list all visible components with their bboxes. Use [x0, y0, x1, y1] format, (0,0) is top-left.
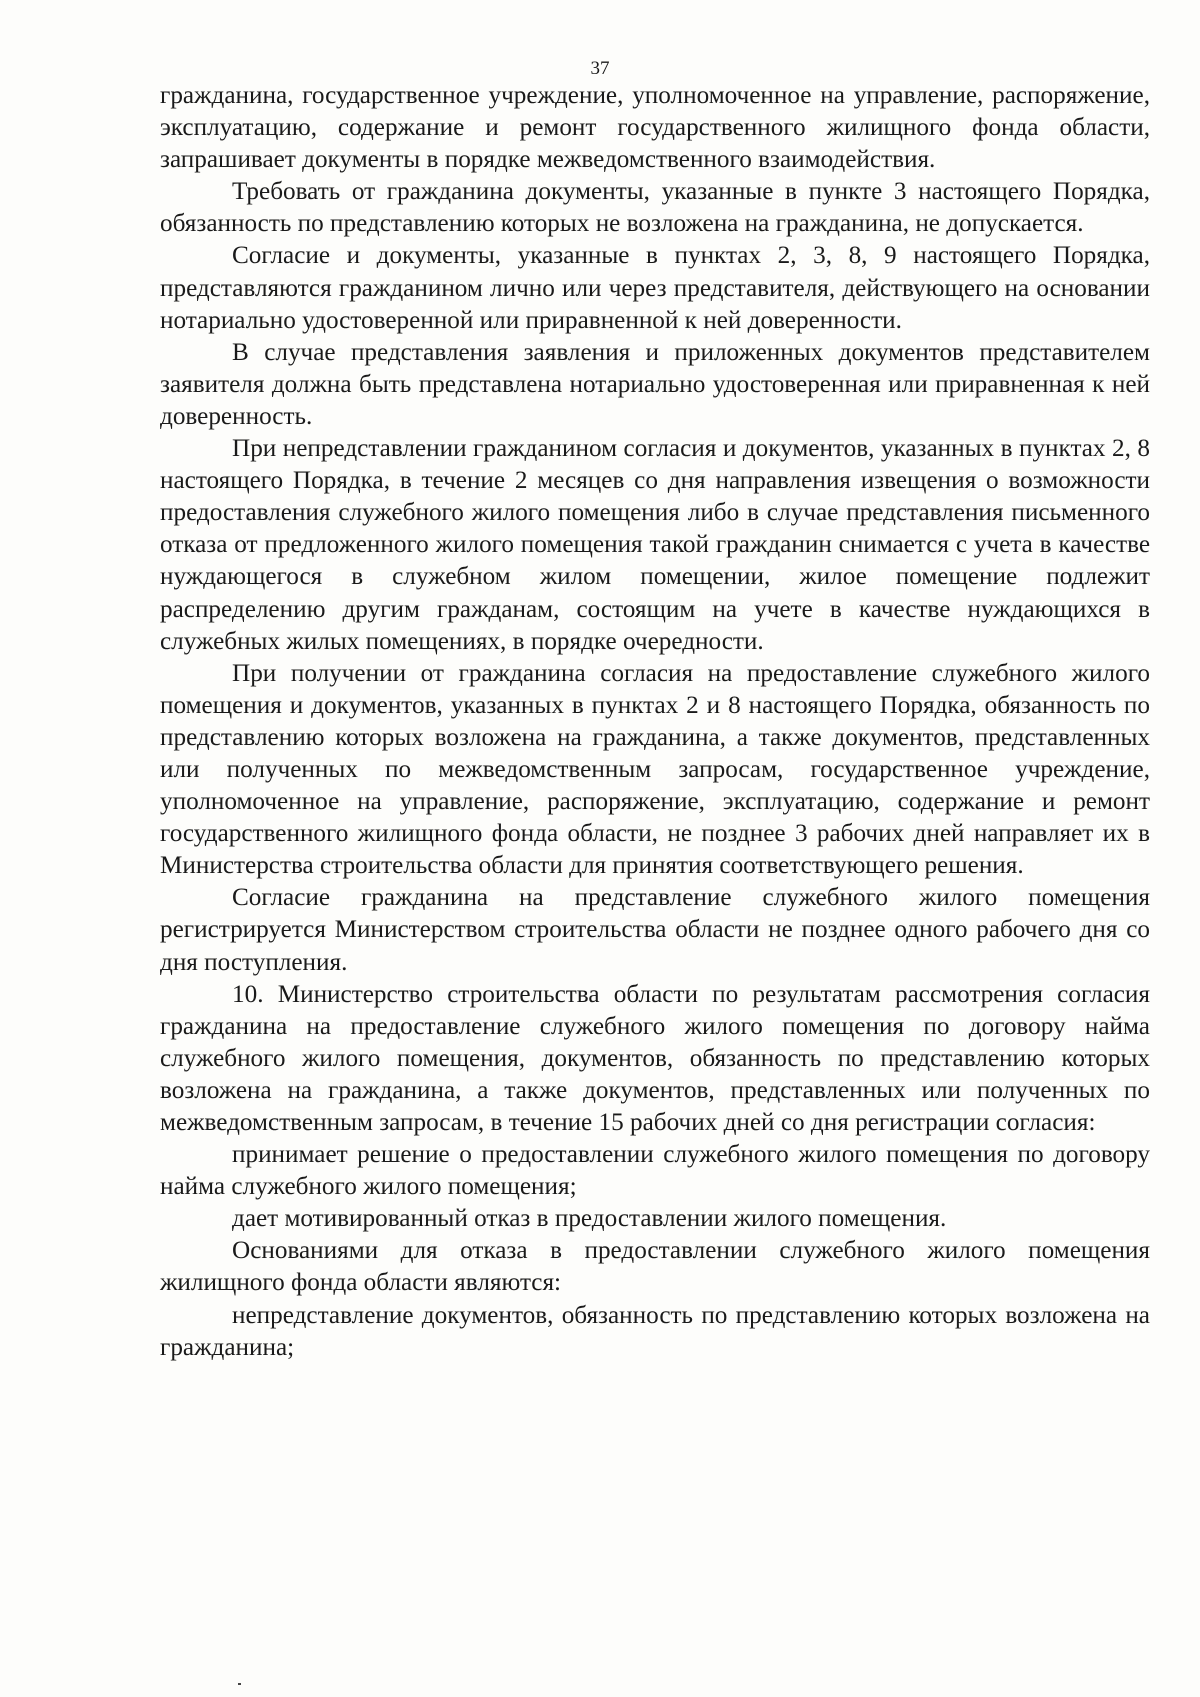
paragraph: принимает решение о предоставлении служебного жилого помещения по договору найма служебного жилого помещения;	[160, 1141, 1150, 1201]
paragraph: Основаниями для отказа в предоставлении служебного жилого помещения жилищного фонда области являются:	[160, 1237, 1150, 1297]
paragraph: Требовать от гражданина документы, указанные в пункте 3 настоящего Порядка, обязанность по представлению которых не возложена на гражданина, не допускается.	[160, 178, 1150, 238]
paragraph: При получении от гражданина согласия на предоставление служебного жилого помещения и документов, указанных в пунктах 2 и 8 настоящего Порядка, обязанность по представлению которых возложена на гражданина, а также документов, представленных или полученных по межведомственным запросам, государственное учреждение, уполномоченное на управление, распоряжение, эксплуатацию, содержание и ремонт государственного жилищного фонда области, не позднее 3 рабочих дней направляет их в Министерства строительства области для принятия соответствующего решения.	[160, 659, 1150, 880]
paragraph: непредставление документов, обязанность по представлению которых возложена на гражданина;	[160, 1301, 1150, 1361]
paragraph: Согласие и документы, указанные в пунктах 2, 3, 8, 9 настоящего Порядка, представляются гражданином лично или через представителя, действующего на основании нотариально удостоверенной или приравненной к ней доверенности.	[160, 242, 1150, 334]
document-body	[160, 80, 1150, 1364]
paragraph: При непредставлении гражданином согласия и документов, указанных в пунктах 2, 8 настоящего Порядка, в течение 2 месяцев со дня направления извещения о возможности предоставления служебного жилого помещения либо в случае представления письменного отказа от предложенного жилого помещения такой гражданин снимается с учета в качестве нуждающегося в служебном жилом помещении, жилое помещение подлежит распределению другим гражданам, состоящим на учете в качестве нуждающихся в служебных жилых помещениях, в порядке очередности.	[160, 435, 1150, 655]
page-number: 37	[590, 58, 610, 79]
paragraph: гражданина, государственное учреждение, уполномоченное на управление, распоряжение, эксплуатацию, содержание и ремонт государственного жилищного фонда области, запрашивает документы в порядке межведомственного взаимодействия.	[160, 82, 1150, 174]
paragraph: дает мотивированный отказ в предоставлении жилого помещения.	[232, 1205, 947, 1233]
paragraph: 10. Министерство строительства области по результатам рассмотрения согласия гражданина на предоставление служебного жилого помещения по договору найма служебного жилого помещения, документов, обязанность по представлению которых возложена на гражданина, а также документов, представленных или полученных по межведомственным запросам, в течение 15 рабочих дней со дня регистрации согласия:	[160, 980, 1150, 1136]
scan-speck	[238, 1683, 241, 1685]
paragraph: Согласие гражданина на представление служебного жилого помещения регистрируется Министерством строительства области не позднее одного рабочего дня со дня поступления.	[160, 884, 1150, 976]
paragraph: В случае представления заявления и приложенных документов представителем заявителя должна быть представлена нотариально удостоверенная или приравненная к ней доверенность.	[160, 338, 1150, 430]
